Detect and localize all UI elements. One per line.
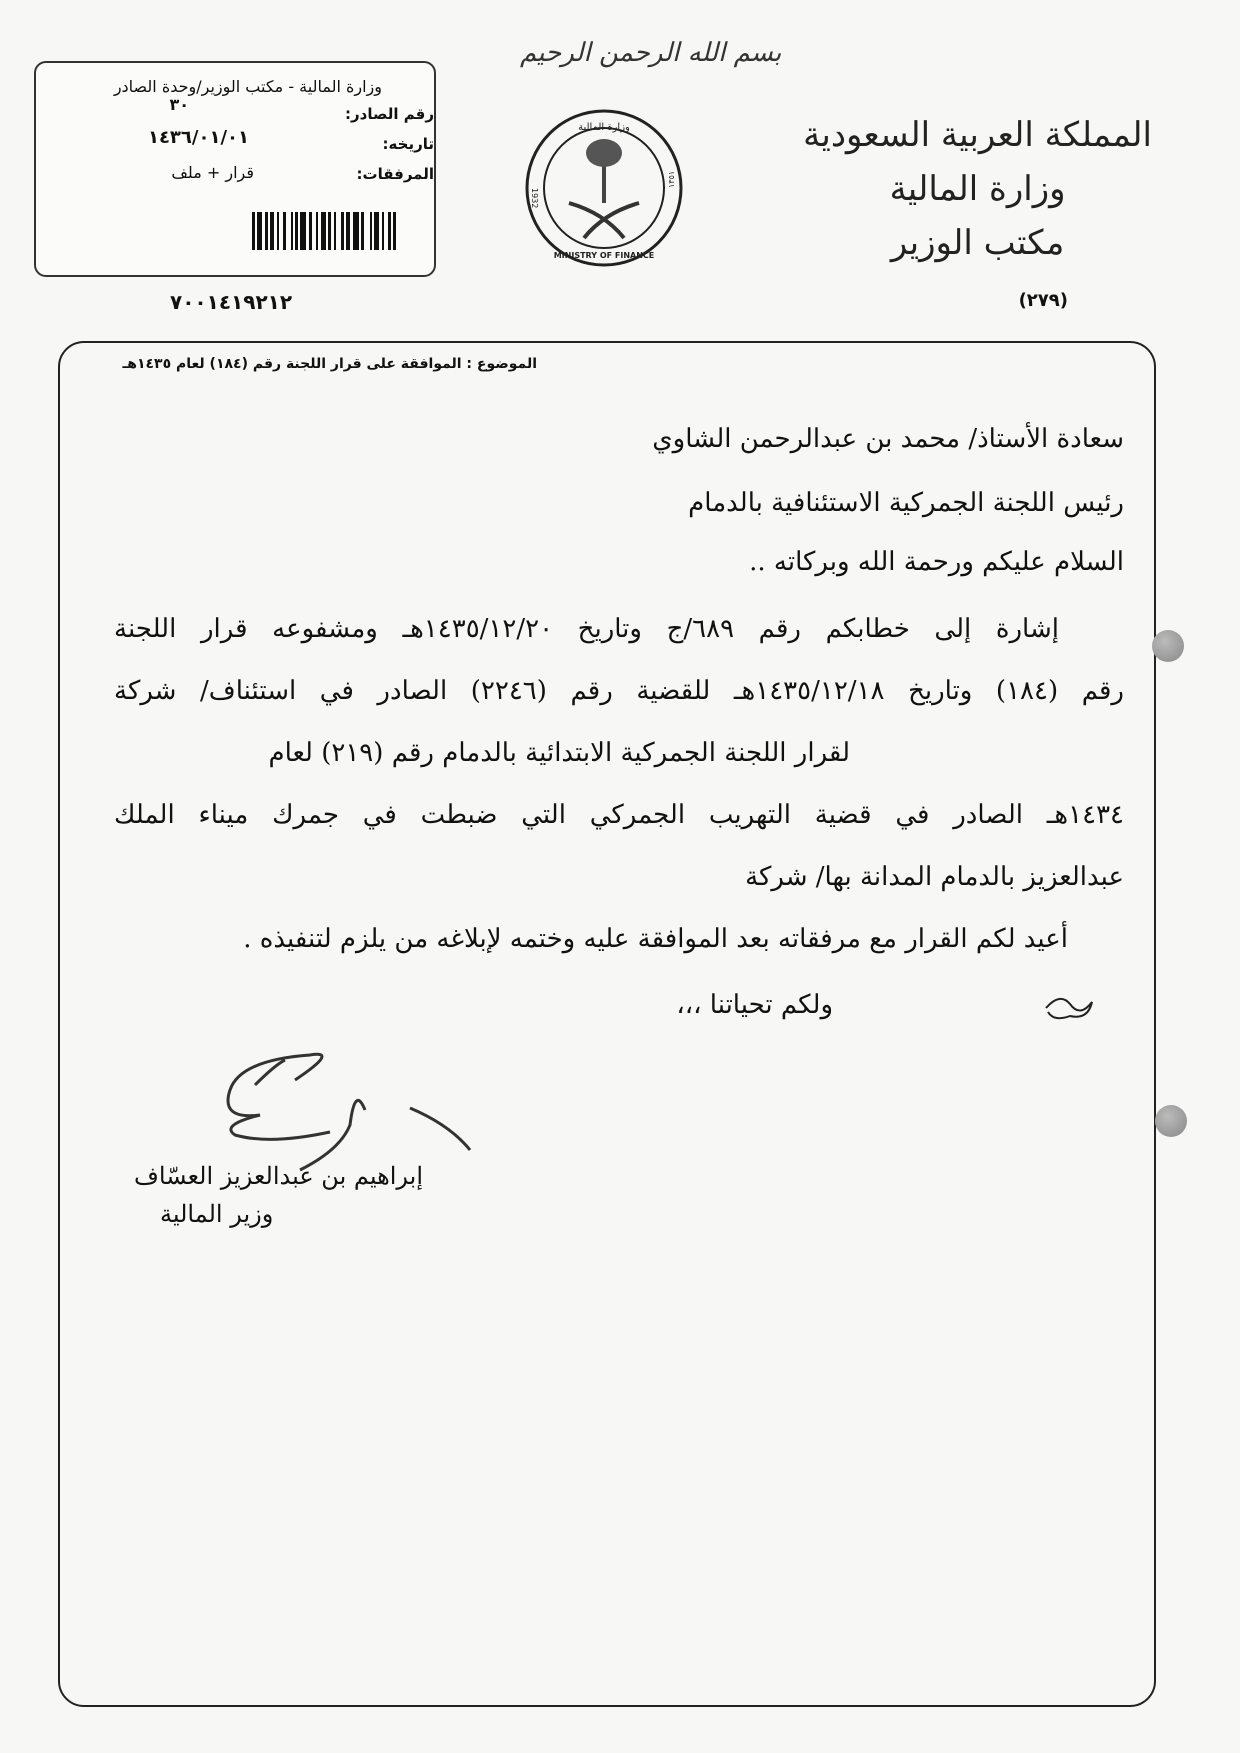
bismillah: بسم الله الرحمن الرحيم: [520, 38, 782, 68]
barcode-bar: [331, 212, 334, 250]
barcode-bar: [328, 212, 331, 250]
barcode-bar: [353, 212, 359, 250]
barcode-bar: [262, 212, 265, 250]
barcode-bar: [306, 212, 309, 250]
ministry-seal: [524, 108, 684, 268]
signatory-title: وزير المالية: [160, 1200, 274, 1228]
barcode-bar: [391, 212, 393, 250]
barcode-bar: [374, 212, 379, 250]
barcode-bar: [364, 212, 370, 250]
barcode-bar: [370, 212, 372, 250]
barcode-bar: [268, 212, 270, 250]
outgoing-number: ٣٠: [169, 95, 189, 114]
barcode-bar: [388, 212, 391, 250]
barcode-bar: [361, 212, 364, 250]
barcode-bar: [283, 212, 286, 250]
attachments-label: المرفقات:: [356, 165, 434, 183]
barcode-bar: [344, 212, 346, 250]
outgoing-number-label: رقم الصادر:: [345, 105, 434, 123]
barcode-bar: [252, 212, 255, 250]
barcode-bar: [346, 212, 350, 250]
barcode-bar: [270, 212, 274, 250]
barcode-bar: [384, 212, 388, 250]
date: ١٤٣٦/٠١/٠١: [147, 127, 249, 148]
barcode-bar: [350, 212, 353, 250]
ministry-name: وزارة المالية: [889, 169, 1066, 209]
barcode-bar: [257, 212, 262, 250]
body-line: لقرار اللجنة الجمركية الابتدائية بالدمام رقم (٢١٩) لعام: [268, 738, 850, 768]
seal-year-left: 1932: [530, 188, 539, 209]
body-line: ١٤٣٤هـ الصادر في قضية التهريب الجمركي التي ضبطت في جمرك ميناء الملك: [114, 800, 1124, 830]
barcode-bar: [326, 212, 328, 250]
barcode-bar: [279, 212, 283, 250]
signatory-name: إبراهيم بن عبدالعزيز العسّاف: [134, 1162, 424, 1190]
barcode-bar: [286, 212, 291, 250]
department: وزارة المالية - مكتب الوزير/وحدة الصادر: [113, 77, 382, 96]
date-label: تاريخه:: [382, 135, 434, 153]
barcode-bar: [312, 212, 316, 250]
reference-box: [34, 61, 436, 277]
barcode-bar: [359, 212, 361, 250]
barcode-bar: [255, 212, 257, 250]
barcode-bar: [341, 212, 344, 250]
barcode-bar: [265, 212, 268, 250]
punch-hole: [1155, 1105, 1187, 1137]
barcode-bar: [298, 212, 300, 250]
barcode: [146, 212, 396, 250]
barcode-bar: [309, 212, 312, 250]
body-line: رقم (١٨٤) وتاريخ ١٤٣٥/١٢/١٨هـ للقضية رقم (٢٢٤٦) الصادر في استئناف/ شركة: [114, 676, 1124, 706]
barcode-bar: [393, 212, 396, 250]
barcode-bar: [293, 212, 295, 250]
body-line: إشارة إلى خطابكم رقم ٦٨٩/ج وتاريخ ١٤٣٥/١٢/٢٠هـ ومشفوعه قرار اللجنة: [114, 614, 1059, 644]
barcode-bar: [274, 212, 277, 250]
barcode-bar: [382, 212, 384, 250]
attachments: قرار + ملف: [171, 163, 254, 182]
barcode-bar: [316, 212, 318, 250]
letterhead: [803, 108, 1152, 270]
subject-line: الموضوع : الموافقة على قرار اللجنة رقم (١٨٤) لعام ١٤٣٥هـ: [122, 356, 537, 372]
barcode-bar: [336, 212, 341, 250]
barcode-bar: [277, 212, 279, 250]
barcode-bar: [295, 212, 298, 250]
barcode-bar: [318, 212, 321, 250]
barcode-bar: [321, 212, 326, 250]
punch-hole: [1152, 630, 1184, 662]
barcode-bar: [379, 212, 382, 250]
body-line: عبدالعزيز بالدمام المدانة بها/ شركة: [745, 862, 1124, 892]
recipient: سعادة الأستاذ/ محمد بن عبدالرحمن الشاوي: [652, 424, 1124, 454]
closing-instruction: أعيد لكم القرار مع مرفقاته بعد الموافقة عليه وختمه لإبلاغه من يلزم لتنفيذه .: [243, 924, 1068, 954]
seal-year-right: ١٣٥١: [667, 170, 676, 188]
letterhead-number: (٢٧٩): [1018, 290, 1068, 311]
initials-mark: [1040, 990, 1100, 1026]
letter-frame: [58, 341, 1156, 1707]
seal-text-top: وزارة المالية: [578, 122, 630, 133]
signature: [200, 1040, 500, 1180]
recipient-title: رئيس اللجنة الجمركية الاستئنافية بالدمام: [688, 488, 1124, 518]
office-name: مكتب الوزير: [890, 223, 1065, 263]
barcode-bar: [300, 212, 306, 250]
salutation: ولكم تحياتنا ،،،: [676, 990, 833, 1020]
barcode-bar: [291, 212, 293, 250]
kingdom-name: المملكة العربية السعودية: [803, 115, 1152, 155]
greeting: السلام عليكم ورحمة الله وبركاته ..: [749, 547, 1124, 577]
barcode-bar: [372, 212, 374, 250]
barcode-number: ٧٠٠١٤١٩٢١٢: [170, 290, 293, 314]
barcode-bar: [334, 212, 336, 250]
seal-text-bottom: MINISTRY OF FINANCE: [553, 251, 655, 260]
